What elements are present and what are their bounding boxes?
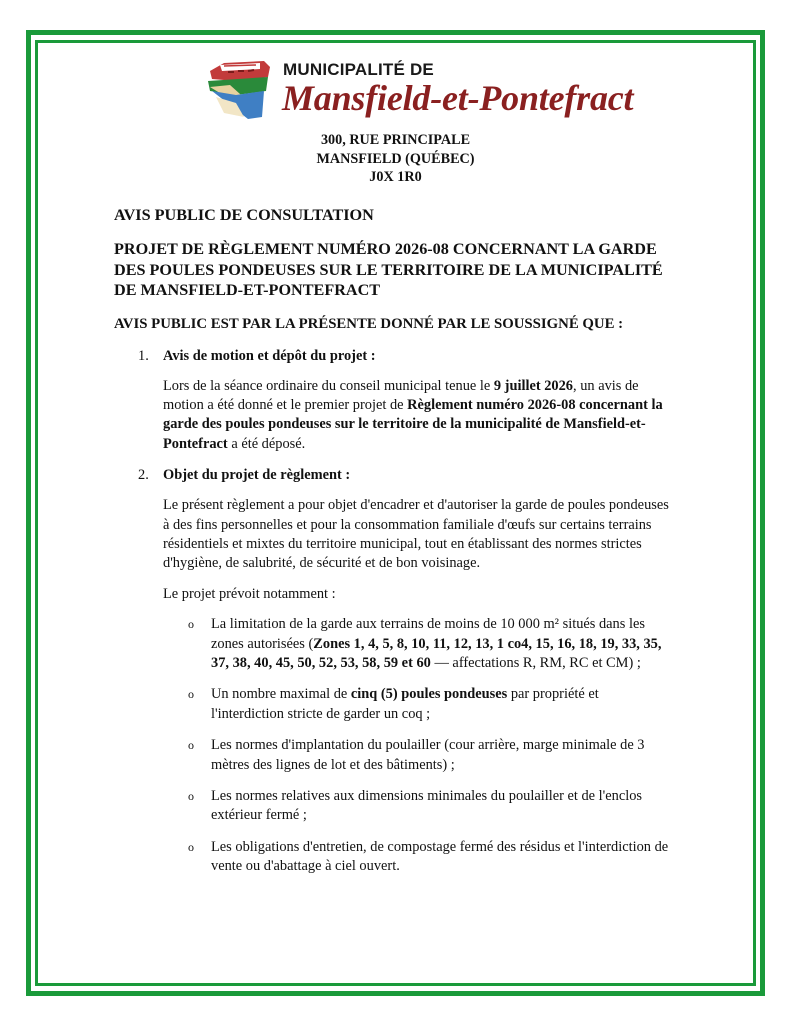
section-2-lead: Le projet prévoit notamment : xyxy=(163,585,336,602)
bullet-circle-icon: o xyxy=(188,617,194,632)
landscape-emblem-icon xyxy=(206,57,278,123)
bullet-circle-icon: o xyxy=(188,687,194,702)
section-2 xyxy=(138,465,674,485)
municipal-address xyxy=(240,131,551,187)
address-postal-code: J0X 1R0 xyxy=(369,169,422,185)
list-item: o Les obligations d'entretien, de compostage fermé des résidus et l'interdiction de vente ou d'abattage à ciel ouvert. xyxy=(188,838,669,875)
section-heading: Avis de motion et dépôt du projet : xyxy=(163,347,376,364)
municipality-logo xyxy=(206,57,634,127)
bullet-circle-icon: o xyxy=(188,789,194,803)
section-heading: Objet du projet de règlement : xyxy=(163,467,351,484)
project-title: PROJET DE RÈGLEMENT NUMÉRO 2026-08 CONCERNANT LA GARDE DES POULES PONDEUSES SUR LE TERRITOIRE DE LA MUNICIPALITÉ DE MANSFIELD-ET-PONTEFRACT xyxy=(114,240,663,299)
address-city: MANSFIELD (QUÉBEC) xyxy=(316,150,475,167)
section-1 xyxy=(138,346,674,366)
list-item: o Un nombre maximal de cinq (5) poules pondeuses par propriété et l'interdiction stricte de garder un coq ; xyxy=(188,686,599,722)
bullet-circle-icon: o xyxy=(188,839,194,854)
list-item: o La limitation de la garde aux terrains de moins de 10 000 m² situés dans les zones autorisées (Zones 1, 4, 5, 8, 10, 11, 12, 13, 1 co4, 15, 16, 18, 19, 33, 35, 37, 38, 40, 45, 50, 52, 53, 58, 59 et 60 — affectations R, RM, RC et CM) ; xyxy=(188,616,662,671)
notice-body xyxy=(114,205,674,889)
section-2-paragraph: Le présent règlement a pour objet d'encadrer et d'autoriser la garde de poules pondeuses à des fins personnelles et pour la consommation familiale d'œufs sur certains terrains résidentiels et mixtes du territoire municipal, tout en établissant des normes strictes d'hygiène, de salubrité, de sécurité et de bon voisinage. xyxy=(163,497,669,572)
list-item: o Les normes d'implantation du poulailler (cour arrière, marge minimale de 3 mètres des lignes de lot et des bâtiments) ; xyxy=(188,737,645,773)
notice-intro: AVIS PUBLIC EST PAR LA PRÉSENTE DONNÉ PAR LE SOUSSIGNÉ QUE : xyxy=(114,315,624,332)
bullet-circle-icon: o xyxy=(188,738,194,753)
address-street: 300, RUE PRINCIPALE xyxy=(320,132,471,148)
section-number: 2. xyxy=(138,467,149,484)
notice-title: AVIS PUBLIC DE CONSULTATION xyxy=(114,206,374,224)
logo-municipality-name: Mansfield-et-Pontefract xyxy=(282,78,634,118)
measures-list xyxy=(163,615,674,876)
logo-municipality-label: MUNICIPALITÉ DE xyxy=(283,60,434,79)
section-1-paragraph: Lors de la séance ordinaire du conseil municipal tenue le 9 juillet 2026, un avis de motion a été donné et le premier projet de Règlement numéro 2026-08 concernant la garde des poules pondeuses sur le territoire de la municipalité de Mansfield-et-Pontefract a été déposé. xyxy=(163,377,663,452)
list-item: o Les normes relatives aux dimensions minimales du poulailler et de l'enclos extérieur fermé ; xyxy=(188,788,643,824)
section-number: 1. xyxy=(138,347,149,364)
